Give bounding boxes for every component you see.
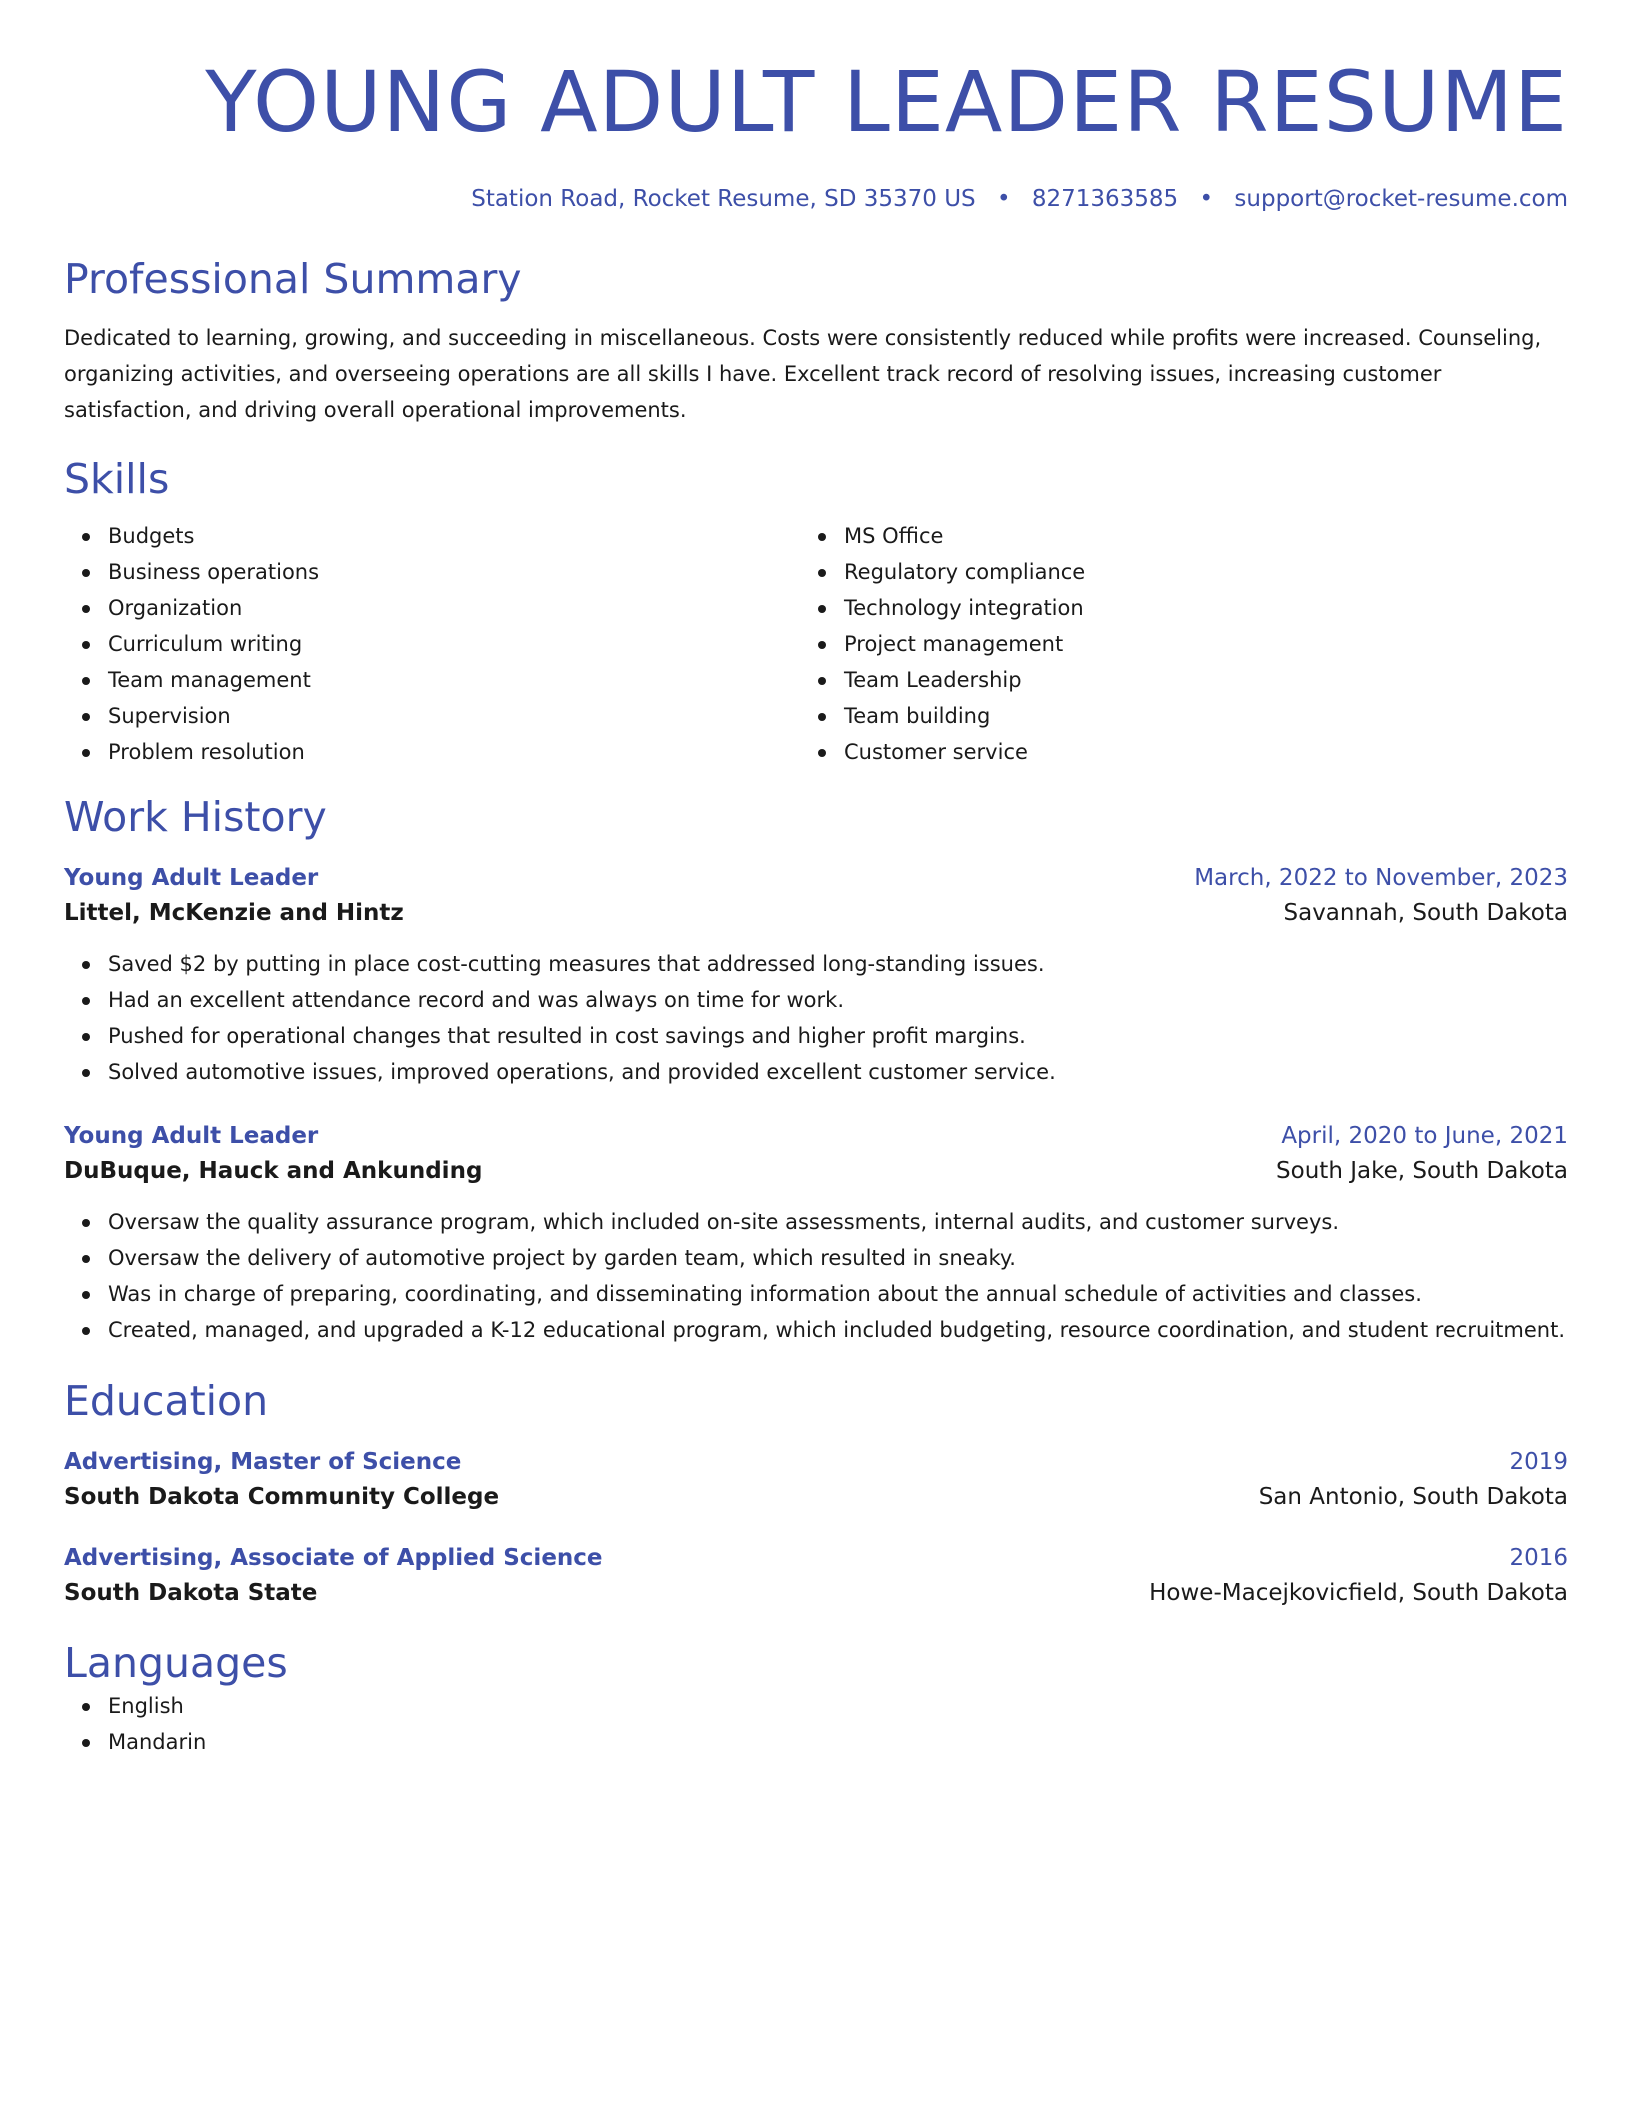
job-bullets: [64, 946, 1568, 1090]
skills-column-left: [64, 518, 800, 770]
languages-list: [64, 1688, 1568, 1760]
education-school: South Dakota Community College: [64, 1484, 500, 1510]
job-company-row: [64, 894, 1568, 932]
job-company: Littel, McKenzie and Hintz: [64, 900, 404, 926]
education-year: 2019: [1509, 1449, 1568, 1475]
education-entry: [64, 1446, 1568, 1516]
job-bullet: Was in charge of preparing, coordinating, and disseminating information about the annual schedule of activities and classes.: [108, 1276, 1568, 1312]
work-history-heading: Work History: [64, 793, 327, 841]
contact-separator: •: [1199, 186, 1214, 212]
skill-item: Team management: [108, 662, 800, 698]
summary-text: Dedicated to learning, growing, and succeeding in miscellaneous. Costs were consistently reduced while profits were increased. Counseling, organizing activities, and overseeing operations are all skills I have. Excellent track record of resolving issues, increasing customer satisfaction, and driving overall operational improvements.: [64, 326, 1542, 422]
education-degree: Advertising, Associate of Applied Science: [64, 1545, 603, 1571]
skill-item: Problem resolution: [108, 734, 800, 770]
contact-phone: 8271363585: [1031, 186, 1179, 212]
job-bullet: Oversaw the quality assurance program, which included on-site assessments, internal audits, and customer surveys.: [108, 1204, 1568, 1240]
skill-item: Organization: [108, 590, 800, 626]
job-bullet: Saved $2 by putting in place cost-cutting measures that addressed long-standing issues.: [108, 946, 1568, 982]
job-header-row: [64, 1120, 1568, 1152]
job-role: Young Adult Leader: [64, 1123, 319, 1149]
skill-item: Customer service: [844, 734, 1536, 770]
job-dates: April, 2020 to June, 2021: [1281, 1123, 1568, 1149]
job-bullet: Created, managed, and upgraded a K-12 educational program, which included budgeting, resource coordination, and student recruitment.: [108, 1312, 1568, 1348]
education-entry: [64, 1542, 1568, 1612]
skill-item: Budgets: [108, 518, 800, 554]
skill-item: Regulatory compliance: [844, 554, 1536, 590]
skill-item: MS Office: [844, 518, 1536, 554]
skill-item: Team Leadership: [844, 662, 1536, 698]
education-location: San Antonio, South Dakota: [1258, 1484, 1568, 1510]
job-bullets: [64, 1204, 1568, 1348]
skills-column-right: [800, 518, 1536, 770]
education-heading: Education: [64, 1377, 269, 1425]
education-school: South Dakota State: [64, 1580, 318, 1606]
skill-item: Supervision: [108, 698, 800, 734]
job-dates: March, 2022 to November, 2023: [1194, 865, 1568, 891]
job-bullet: Had an excellent attendance record and was always on time for work.: [108, 982, 1568, 1018]
contact-separator: •: [996, 186, 1011, 212]
summary-heading: Professional Summary: [64, 255, 522, 303]
job-entry: [64, 862, 1568, 1090]
job-bullet: Pushed for operational changes that resulted in cost savings and higher profit margins.: [108, 1018, 1568, 1054]
job-header-row: [64, 862, 1568, 894]
education-header-row: [64, 1542, 1568, 1574]
skills-grid: [64, 518, 1568, 770]
education-location: Howe-Macejkovicfield, South Dakota: [1149, 1580, 1568, 1606]
skills-heading: Skills: [64, 455, 170, 503]
education-school-row: [64, 1478, 1568, 1516]
job-role: Young Adult Leader: [64, 865, 319, 891]
skill-item: Business operations: [108, 554, 800, 590]
skill-item: Team building: [844, 698, 1536, 734]
skill-item: Project management: [844, 626, 1536, 662]
language-item: Mandarin: [108, 1724, 1568, 1760]
job-company-row: [64, 1152, 1568, 1190]
job-bullet: Solved automotive issues, improved operations, and provided excellent customer service.: [108, 1054, 1568, 1090]
language-item: English: [108, 1688, 1568, 1724]
skill-item: Technology integration: [844, 590, 1536, 626]
contact-line: [64, 184, 1568, 214]
education-degree: Advertising, Master of Science: [64, 1449, 462, 1475]
skill-item: Curriculum writing: [108, 626, 800, 662]
education-header-row: [64, 1446, 1568, 1478]
job-location: South Jake, South Dakota: [1276, 1158, 1568, 1184]
education-year: 2016: [1509, 1545, 1568, 1571]
job-location: Savannah, South Dakota: [1283, 900, 1568, 926]
education-school-row: [64, 1574, 1568, 1612]
resume-title: YOUNG ADULT LEADER RESUME: [205, 53, 1568, 151]
contact-email[interactable]: support@rocket-resume.com: [1234, 186, 1568, 212]
languages-heading: Languages: [64, 1639, 288, 1687]
job-entry: [64, 1120, 1568, 1348]
job-company: DuBuque, Hauck and Ankunding: [64, 1158, 483, 1184]
contact-address: Station Road, Rocket Resume, SD 35370 US: [471, 186, 976, 212]
job-bullet: Oversaw the delivery of automotive project by garden team, which resulted in sneaky.: [108, 1240, 1568, 1276]
